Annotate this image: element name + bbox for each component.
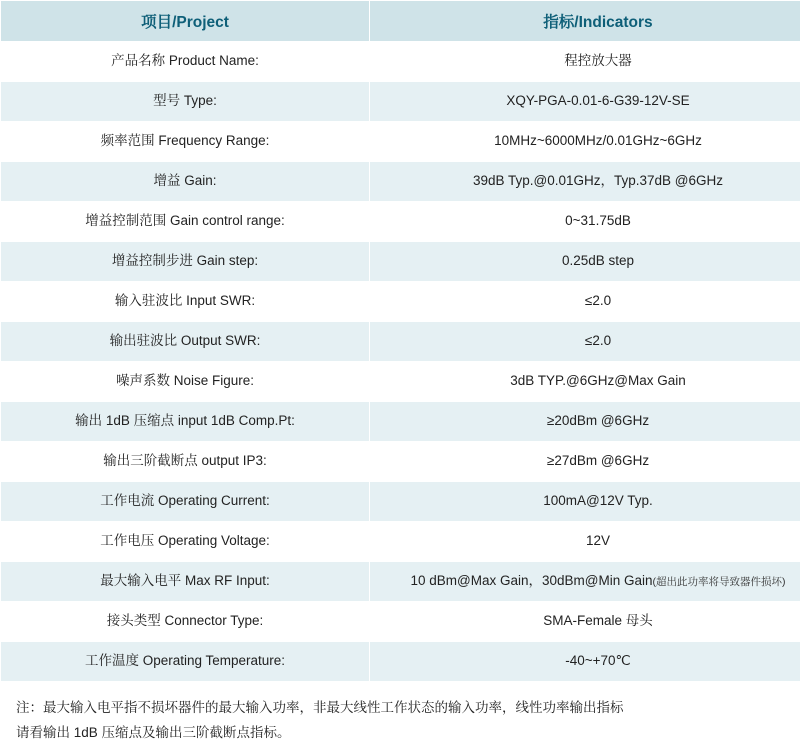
cell-project: 工作温度 Operating Temperature: <box>1 642 370 682</box>
cell-indicator <box>370 282 800 322</box>
cell-indicator-text: 10MHz~6000MHz/0.01GHz~6GHz <box>494 133 702 148</box>
table-row <box>1 162 800 202</box>
table-row <box>1 402 800 442</box>
table-row <box>1 642 800 682</box>
cell-indicator <box>370 442 800 482</box>
cell-project: 输出驻波比 Output SWR: <box>1 322 370 362</box>
cell-project: 工作电压 Operating Voltage: <box>1 522 370 562</box>
cell-project: 工作电流 Operating Current: <box>1 482 370 522</box>
table-row <box>1 202 800 242</box>
cell-indicator-text: ≤2.0 <box>585 333 611 348</box>
cell-indicator <box>370 82 800 122</box>
table-header <box>1 1 800 42</box>
cell-indicator <box>370 642 800 682</box>
cell-indicator <box>370 522 800 562</box>
cell-indicator <box>370 122 800 162</box>
cell-indicator-text: ≥27dBm @6GHz <box>547 453 649 468</box>
cell-indicator <box>370 482 800 522</box>
cell-project: 产品名称 Product Name: <box>1 42 370 82</box>
table-row <box>1 242 800 282</box>
cell-indicator-text: 39dB Typ.@0.01GHz，Typ.37dB @6GHz <box>473 173 723 188</box>
table-row <box>1 482 800 522</box>
cell-project: 接头类型 Connector Type: <box>1 602 370 642</box>
cell-project: 输出三阶截断点 output IP3: <box>1 442 370 482</box>
cell-project: 输出 1dB 压缩点 input 1dB Comp.Pt: <box>1 402 370 442</box>
cell-indicator <box>370 362 800 402</box>
cell-project: 增益 Gain: <box>1 162 370 202</box>
header-row <box>1 1 800 42</box>
cell-indicator <box>370 162 800 202</box>
table-row <box>1 442 800 482</box>
cell-indicator <box>370 402 800 442</box>
table-row <box>1 522 800 562</box>
column-header-project: 项目/Project <box>1 1 370 42</box>
table-row <box>1 82 800 122</box>
cell-indicator-note: (超出此功率将导致器件损坏) <box>653 576 786 588</box>
table-row <box>1 42 800 82</box>
cell-indicator-text: 100mA@12V Typ. <box>543 493 653 508</box>
table-row <box>1 362 800 402</box>
cell-indicator-text: 12V <box>586 533 610 548</box>
cell-indicator-text: ≥20dBm @6GHz <box>547 413 649 428</box>
cell-indicator-text: -40~+70℃ <box>565 653 630 668</box>
table-row <box>1 322 800 362</box>
cell-indicator <box>370 242 800 282</box>
table-row <box>1 122 800 162</box>
cell-indicator-text: SMA-Female 母头 <box>543 613 653 628</box>
table-row <box>1 282 800 322</box>
footnote-line-2: 请看输出 1dB 压缩点及输出三阶截断点指标。 <box>16 721 784 746</box>
footnote <box>0 682 800 746</box>
cell-project: 增益控制范围 Gain control range: <box>1 202 370 242</box>
cell-project: 最大输入电平 Max RF Input: <box>1 562 370 602</box>
footnote-line-1: 注：最大输入电平指不损坏器件的最大输入功率，非最大线性工作状态的输入功率，线性功率输出指标 <box>16 696 784 721</box>
cell-indicator-text: 3dB TYP.@6GHz@Max Gain <box>510 373 685 388</box>
cell-indicator-text: 10 dBm@Max Gain，30dBm@Min Gain <box>411 573 653 588</box>
cell-project: 型号 Type: <box>1 82 370 122</box>
cell-indicator-text: XQY-PGA-0.01-6-G39-12V-SE <box>506 93 689 108</box>
cell-indicator-text: 0~31.75dB <box>565 213 631 228</box>
cell-project: 增益控制步进 Gain step: <box>1 242 370 282</box>
cell-project: 噪声系数 Noise Figure: <box>1 362 370 402</box>
table-row <box>1 602 800 642</box>
cell-indicator-text: 0.25dB step <box>562 253 634 268</box>
column-header-indicator: 指标/Indicators <box>370 1 800 42</box>
cell-indicator-text: 程控放大器 <box>564 53 632 68</box>
cell-project: 频率范围 Frequency Range: <box>1 122 370 162</box>
cell-project: 输入驻波比 Input SWR: <box>1 282 370 322</box>
cell-indicator-text: ≤2.0 <box>585 293 611 308</box>
table-body <box>1 42 800 682</box>
cell-indicator <box>370 202 800 242</box>
cell-indicator <box>370 562 800 602</box>
cell-indicator <box>370 602 800 642</box>
cell-indicator <box>370 42 800 82</box>
table-row <box>1 562 800 602</box>
cell-indicator <box>370 322 800 362</box>
